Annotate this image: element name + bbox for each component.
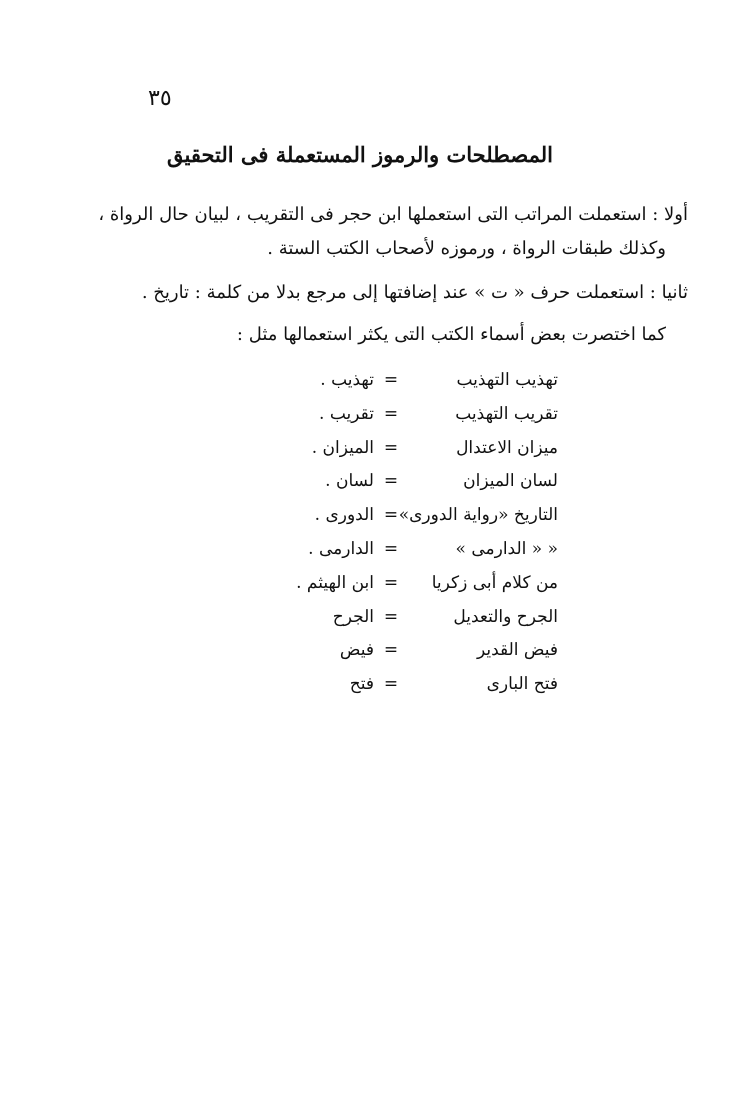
- equals-sign: =: [383, 437, 399, 458]
- abbreviation-short: فيض: [339, 640, 374, 661]
- abbreviation-row: [296, 364, 558, 398]
- abbreviation-full: « « الدارمى »: [455, 538, 558, 559]
- abbreviation-short: تهذيب .: [320, 370, 374, 390]
- paragraph-line: كما اختصرت بعض أسماء الكتب التى يكثر استعمالها مثل :: [236, 324, 666, 345]
- abbreviation-list: [296, 364, 558, 702]
- abbreviation-short: الدارمى .: [308, 538, 374, 559]
- abbreviation-full: تقريب التهذيب: [455, 403, 558, 424]
- abbreviation-short: لسان .: [325, 471, 374, 492]
- abbreviation-short: فتح: [349, 674, 374, 695]
- equals-sign: =: [383, 674, 399, 695]
- abbreviation-row: [296, 567, 558, 601]
- abbreviation-full: ميزان الاعتدال: [456, 437, 558, 458]
- paragraph-line: أولا : استعملت المراتب التى استعملها ابن حجر فى التقريب ، لبيان حال الرواة ،: [98, 204, 688, 225]
- abbreviation-full: تهذيب التهذيب: [456, 370, 558, 390]
- page-number: ٣٥: [148, 86, 172, 111]
- equals-sign: =: [383, 505, 399, 526]
- abbreviation-short: ابن الهيثم .: [296, 572, 374, 593]
- paragraph-line: ثانيا : استعملت حرف « ت » عند إضافتها إلى مرجع بدلا من كلمة : تاريخ .: [141, 282, 688, 303]
- paragraph-first: [98, 198, 688, 266]
- abbreviation-full: التاريخ «رواية الدورى»: [398, 505, 558, 526]
- equals-sign: =: [383, 403, 399, 424]
- abbreviation-short: الدورى .: [314, 505, 374, 526]
- equals-sign: =: [383, 572, 399, 593]
- abbreviation-row: [296, 398, 558, 432]
- abbreviation-full: فتح البارى: [486, 674, 558, 695]
- equals-sign: =: [383, 538, 399, 559]
- abbreviation-short: الجرح: [332, 606, 374, 627]
- abbreviation-row: [296, 533, 558, 567]
- paragraph-second: [142, 276, 688, 310]
- paragraph-line: وكذلك طبقات الرواة ، ورموزه لأصحاب الكتب الستة .: [267, 238, 666, 259]
- abbreviation-full: من كلام أبى زكريا: [431, 572, 558, 593]
- abbreviation-row: [296, 668, 558, 702]
- abbreviation-row: [296, 465, 558, 499]
- abbreviation-row: [296, 499, 558, 533]
- equals-sign: =: [383, 370, 399, 390]
- abbreviation-row: [296, 432, 558, 466]
- abbreviation-short: الميزان .: [311, 437, 374, 458]
- abbreviation-short: تقريب .: [319, 403, 374, 424]
- equals-sign: =: [383, 471, 399, 492]
- abbreviation-row: [296, 634, 558, 668]
- equals-sign: =: [383, 640, 399, 661]
- abbreviation-full: الجرح والتعديل: [453, 606, 558, 627]
- abbreviation-full: لسان الميزان: [463, 471, 558, 492]
- abbreviation-full: فيض القدير: [476, 640, 558, 661]
- paragraph-third: [237, 318, 688, 352]
- page-title: المصطلحات والرموز المستعملة فى التحقيق: [167, 142, 553, 167]
- equals-sign: =: [383, 606, 399, 627]
- abbreviation-row: [296, 601, 558, 635]
